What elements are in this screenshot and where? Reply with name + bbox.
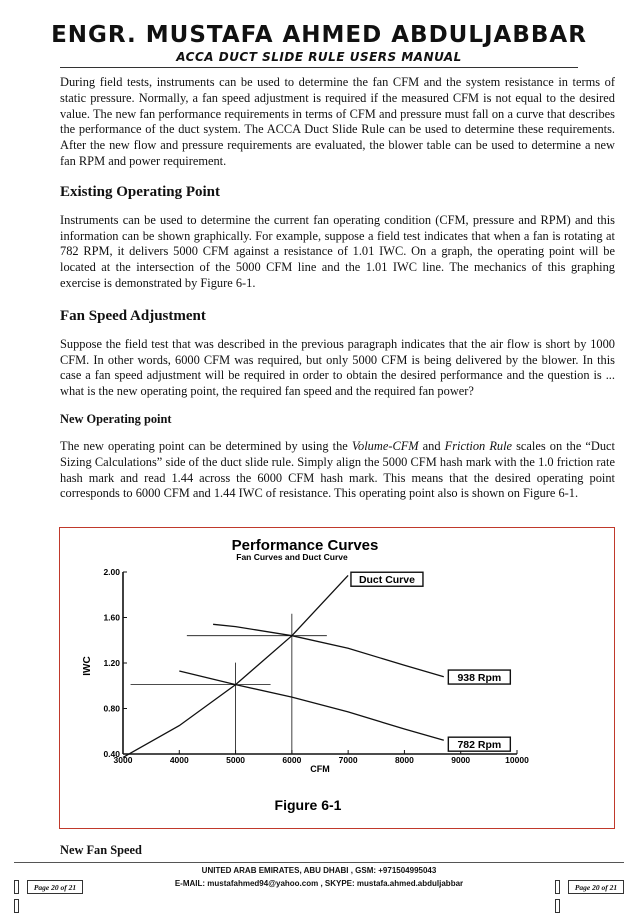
intro-paragraph: During field tests, instruments can be used to determine the fan CFM and the system resistance in terms of static pressure. Normally, a fan speed adjustment is required if the measured CFM is not equal to the desired value. The new fan performance requirements in terms of CFM and pressure must fall on a curve that describes the performance of the duct system. The ACCA Duct Slide Rule can be used to determine these requirements. After the new flow and pressure requirements are evaluated, the blower table can be used to determine a new fan RPM and power requirement. xyxy=(60,75,615,168)
footer-contact: E-MAIL: mustafahmed94@yahoo.com , SKYPE: mustafa.ahmed.abduljabbar xyxy=(174,879,464,888)
x-tick-label: 5000 xyxy=(226,755,246,765)
performance-chart xyxy=(60,528,613,827)
figure-6-1 xyxy=(59,527,615,829)
heading-existing-operating-point: Existing Operating Point xyxy=(60,183,221,200)
938-rpm-label: 938 Rpm xyxy=(457,672,502,685)
782-rpm-label: 782 Rpm xyxy=(457,739,502,752)
header-subtitle: ACCA DUCT SLIDE RULE USERS MANUAL xyxy=(176,50,462,64)
fan-paragraph: Suppose the field test that was described in the previous paragraph indicates that the air flow is short by 1000 CFM. In other words, 6000 CFM was required, but only 5000 CFM is being delivered by the blower. In this case a fan speed adjustment will be required in order to obtain the desired performance and the question is ... what is the new operating point, the required fan speed and the required fan power? xyxy=(60,336,615,399)
x-tick-label: 9000 xyxy=(451,755,471,765)
existing-paragraph: Instruments can be used to determine the current fan operating condition (CFM, pressure and RPM) and this information can be shown graphically. For example, suppose a field test indicates that when a fan is rotating at 782 RPM, it delivers 5000 CFM against a resistance of 1.01 IWC. On a graph, the operating point will be located at the intersection of the 5000 CFM line and the 1.01 IWC line. The mechanics of this graphing exercise is demonstrated by Figure 6-1. xyxy=(60,212,615,290)
figure-caption: Figure 6-1 xyxy=(274,797,342,813)
x-axis-label: CFM xyxy=(310,764,330,774)
heading-new-fan-speed: New Fan Speed xyxy=(60,843,142,857)
heading-new-operating-point: New Operating point xyxy=(60,411,172,426)
chart-title: Performance Curves xyxy=(231,537,379,554)
footer-address: UNITED ARAB EMIRATES, ABU DHABI , GSM: +971504995043 xyxy=(201,866,437,875)
y-axis-label: IWC xyxy=(82,656,93,676)
footer-divider xyxy=(14,862,624,863)
page-icon-right xyxy=(555,880,566,894)
x-tick-label: 7000 xyxy=(338,755,358,765)
header-title: ENGR. MUSTAFA AHMED ABDULJABBAR xyxy=(51,22,587,48)
series-line-938-rpm xyxy=(213,624,444,676)
header-divider xyxy=(60,67,578,68)
y-tick-label: 2.00 xyxy=(103,567,120,577)
page-number-left: Page 20 of 21 xyxy=(27,880,83,894)
x-tick-label: 10000 xyxy=(505,755,529,765)
y-tick-label: 0.80 xyxy=(103,703,120,714)
y-tick-label: 0.40 xyxy=(103,749,120,759)
page-icon-left xyxy=(14,880,25,894)
document-body xyxy=(60,75,615,502)
x-tick-label: 6000 xyxy=(282,755,302,765)
y-tick-label: 1.60 xyxy=(103,612,120,623)
x-tick-label: 3000 xyxy=(113,755,133,765)
duct-curve-label: Duct Curve xyxy=(358,574,415,587)
page-number-right: Page 20 of 21 xyxy=(568,880,624,894)
x-tick-label: 4000 xyxy=(169,755,189,765)
new-operating-paragraph: The new operating point can be determined by using the Volume-CFM and Friction Rule scales on the “Duct Sizing Calculations” side of the duct slide rule. Simply align the 5000 CFM hash mark with the 1.0 friction rate hash mark and read 1.44 across the 6000 CFM hash mark. This means that the desired operating point corresponds to 6000 CFM and 1.44 IWC of resistance. This operating point also is shown on Figure 6-1. xyxy=(60,438,615,501)
chart-subtitle: Fan Curves and Duct Curve xyxy=(236,552,348,562)
y-tick-label: 1.20 xyxy=(103,658,120,668)
heading-fan-speed-adjustment: Fan Speed Adjustment xyxy=(60,307,206,324)
series-line-782-rpm xyxy=(179,671,444,740)
x-tick-label: 8000 xyxy=(394,755,414,765)
